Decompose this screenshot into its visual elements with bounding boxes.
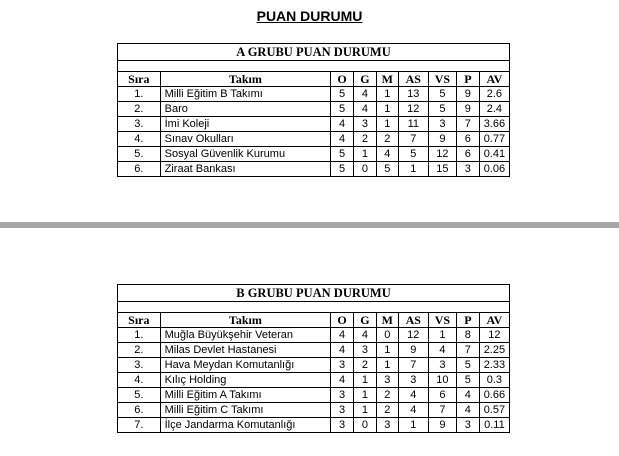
header-goals-against: VS	[428, 72, 456, 87]
cell-played: 3	[331, 418, 354, 433]
cell-rank: 7.	[118, 418, 161, 433]
cell-average: 2.25	[479, 343, 509, 358]
table-row	[118, 147, 510, 162]
cell-team: Milli Eğitim B Takımı	[160, 87, 331, 102]
cell-goals-for: 12	[398, 328, 428, 343]
cell-lost: 1	[376, 102, 398, 117]
page-title	[0, 8, 619, 24]
cell-lost: 0	[376, 328, 398, 343]
cell-goals-against: 3	[428, 117, 456, 132]
header-won: G	[354, 72, 377, 87]
cell-goals-for: 13	[398, 87, 428, 102]
cell-rank: 4.	[118, 373, 161, 388]
section-divider	[0, 222, 619, 228]
cell-points: 9	[456, 87, 479, 102]
header-goals-for: AS	[398, 313, 428, 328]
cell-points: 9	[456, 102, 479, 117]
cell-lost: 1	[376, 117, 398, 132]
cell-average: 0.3	[479, 373, 509, 388]
cell-rank: 6.	[118, 403, 161, 418]
header-goals-for: AS	[398, 72, 428, 87]
group-a-caption: A GRUBU PUAN DURUMU	[118, 44, 510, 61]
cell-rank: 1.	[118, 87, 161, 102]
cell-points: 6	[456, 147, 479, 162]
cell-goals-against: 4	[428, 343, 456, 358]
cell-points: 6	[456, 132, 479, 147]
cell-won: 4	[354, 328, 377, 343]
table-row	[118, 373, 510, 388]
cell-points: 5	[456, 358, 479, 373]
cell-played: 3	[331, 403, 354, 418]
cell-lost: 1	[376, 343, 398, 358]
cell-points: 4	[456, 403, 479, 418]
cell-rank: 5.	[118, 388, 161, 403]
cell-rank: 2.	[118, 343, 161, 358]
cell-won: 3	[354, 117, 377, 132]
table-row	[118, 388, 510, 403]
cell-won: 3	[354, 343, 377, 358]
header-average: AV	[479, 313, 509, 328]
cell-played: 3	[331, 358, 354, 373]
cell-won: 1	[354, 403, 377, 418]
cell-won: 4	[354, 87, 377, 102]
cell-lost: 4	[376, 147, 398, 162]
cell-team: Sosyal Güvenlik Kurumu	[160, 147, 331, 162]
cell-lost: 5	[376, 162, 398, 177]
spacer-row	[118, 302, 510, 313]
cell-points: 3	[456, 418, 479, 433]
cell-points: 5	[456, 373, 479, 388]
table-row	[118, 132, 510, 147]
spacer-row	[118, 61, 510, 72]
cell-average: 2.4	[479, 102, 509, 117]
cell-goals-against: 12	[428, 147, 456, 162]
cell-average: 3.66	[479, 117, 509, 132]
cell-goals-for: 11	[398, 117, 428, 132]
cell-team: Sınav Okulları	[160, 132, 331, 147]
cell-won: 0	[354, 418, 377, 433]
cell-lost: 2	[376, 388, 398, 403]
header-lost: M	[376, 72, 398, 87]
cell-goals-against: 9	[428, 418, 456, 433]
header-team: Takım	[160, 72, 331, 87]
cell-team: İmi Koleji	[160, 117, 331, 132]
cell-goals-against: 1	[428, 328, 456, 343]
table-row	[118, 343, 510, 358]
cell-goals-for: 1	[398, 162, 428, 177]
cell-won: 0	[354, 162, 377, 177]
cell-won: 4	[354, 102, 377, 117]
cell-won: 1	[354, 373, 377, 388]
cell-rank: 4.	[118, 132, 161, 147]
cell-goals-for: 7	[398, 132, 428, 147]
table-row	[118, 328, 510, 343]
cell-played: 3	[331, 388, 354, 403]
cell-rank: 3.	[118, 358, 161, 373]
cell-lost: 3	[376, 418, 398, 433]
cell-points: 7	[456, 343, 479, 358]
header-rank: Sıra	[118, 72, 161, 87]
cell-lost: 1	[376, 87, 398, 102]
table-row	[118, 418, 510, 433]
table-row	[118, 162, 510, 177]
cell-goals-for: 12	[398, 102, 428, 117]
cell-average: 0.77	[479, 132, 509, 147]
cell-team: Hava Meydan Komutanlığı	[160, 358, 331, 373]
cell-lost: 1	[376, 358, 398, 373]
cell-won: 2	[354, 132, 377, 147]
cell-average: 0.57	[479, 403, 509, 418]
cell-team: İlçe Jandarma Komutanlığı	[160, 418, 331, 433]
header-average: AV	[479, 72, 509, 87]
cell-won: 2	[354, 358, 377, 373]
group-b-standings-table	[117, 284, 510, 433]
cell-team: Milli Eğitim C Takımı	[160, 403, 331, 418]
cell-points: 8	[456, 328, 479, 343]
cell-team: Muğla Büyükşehir Veteran	[160, 328, 331, 343]
cell-goals-against: 6	[428, 388, 456, 403]
header-played: O	[331, 72, 354, 87]
cell-goals-against: 5	[428, 102, 456, 117]
table-row	[118, 358, 510, 373]
cell-team: Baro	[160, 102, 331, 117]
cell-lost: 3	[376, 373, 398, 388]
cell-played: 4	[331, 117, 354, 132]
cell-points: 7	[456, 117, 479, 132]
table-row	[118, 102, 510, 117]
header-won: G	[354, 313, 377, 328]
cell-goals-against: 3	[428, 358, 456, 373]
cell-played: 5	[331, 102, 354, 117]
group-b-caption: B GRUBU PUAN DURUMU	[118, 285, 510, 302]
cell-average: 12	[479, 328, 509, 343]
cell-rank: 6.	[118, 162, 161, 177]
cell-won: 1	[354, 388, 377, 403]
cell-lost: 2	[376, 132, 398, 147]
cell-team: Milas Devlet Hastanesi	[160, 343, 331, 358]
cell-goals-for: 1	[398, 418, 428, 433]
cell-rank: 2.	[118, 102, 161, 117]
cell-played: 5	[331, 162, 354, 177]
cell-goals-against: 15	[428, 162, 456, 177]
cell-rank: 3.	[118, 117, 161, 132]
cell-average: 0.41	[479, 147, 509, 162]
cell-goals-for: 4	[398, 388, 428, 403]
table-row	[118, 117, 510, 132]
cell-rank: 1.	[118, 328, 161, 343]
header-goals-against: VS	[428, 313, 456, 328]
cell-won: 1	[354, 147, 377, 162]
cell-played: 4	[331, 328, 354, 343]
cell-points: 4	[456, 388, 479, 403]
cell-team: Kılıç Holding	[160, 373, 331, 388]
page-title-text: PUAN DURUMU	[256, 8, 363, 24]
cell-played: 4	[331, 132, 354, 147]
cell-goals-for: 3	[398, 373, 428, 388]
cell-goals-against: 7	[428, 403, 456, 418]
cell-average: 2.6	[479, 87, 509, 102]
cell-goals-against: 5	[428, 87, 456, 102]
header-team: Takım	[160, 313, 331, 328]
header-points: P	[456, 72, 479, 87]
cell-played: 4	[331, 373, 354, 388]
cell-goals-for: 4	[398, 403, 428, 418]
table-row	[118, 403, 510, 418]
cell-rank: 5.	[118, 147, 161, 162]
table-row	[118, 87, 510, 102]
cell-lost: 2	[376, 403, 398, 418]
cell-team: Milli Eğitim A Takımı	[160, 388, 331, 403]
cell-average: 0.06	[479, 162, 509, 177]
group-a-standings-table	[117, 43, 510, 177]
cell-goals-for: 5	[398, 147, 428, 162]
cell-average: 2.33	[479, 358, 509, 373]
cell-points: 3	[456, 162, 479, 177]
header-points: P	[456, 313, 479, 328]
cell-played: 4	[331, 343, 354, 358]
cell-goals-against: 10	[428, 373, 456, 388]
cell-played: 5	[331, 147, 354, 162]
cell-goals-for: 7	[398, 358, 428, 373]
cell-average: 0.66	[479, 388, 509, 403]
cell-goals-against: 9	[428, 132, 456, 147]
cell-team: Ziraat Bankası	[160, 162, 331, 177]
header-lost: M	[376, 313, 398, 328]
header-rank: Sıra	[118, 313, 161, 328]
cell-average: 0.11	[479, 418, 509, 433]
cell-goals-for: 9	[398, 343, 428, 358]
cell-played: 5	[331, 87, 354, 102]
header-played: O	[331, 313, 354, 328]
